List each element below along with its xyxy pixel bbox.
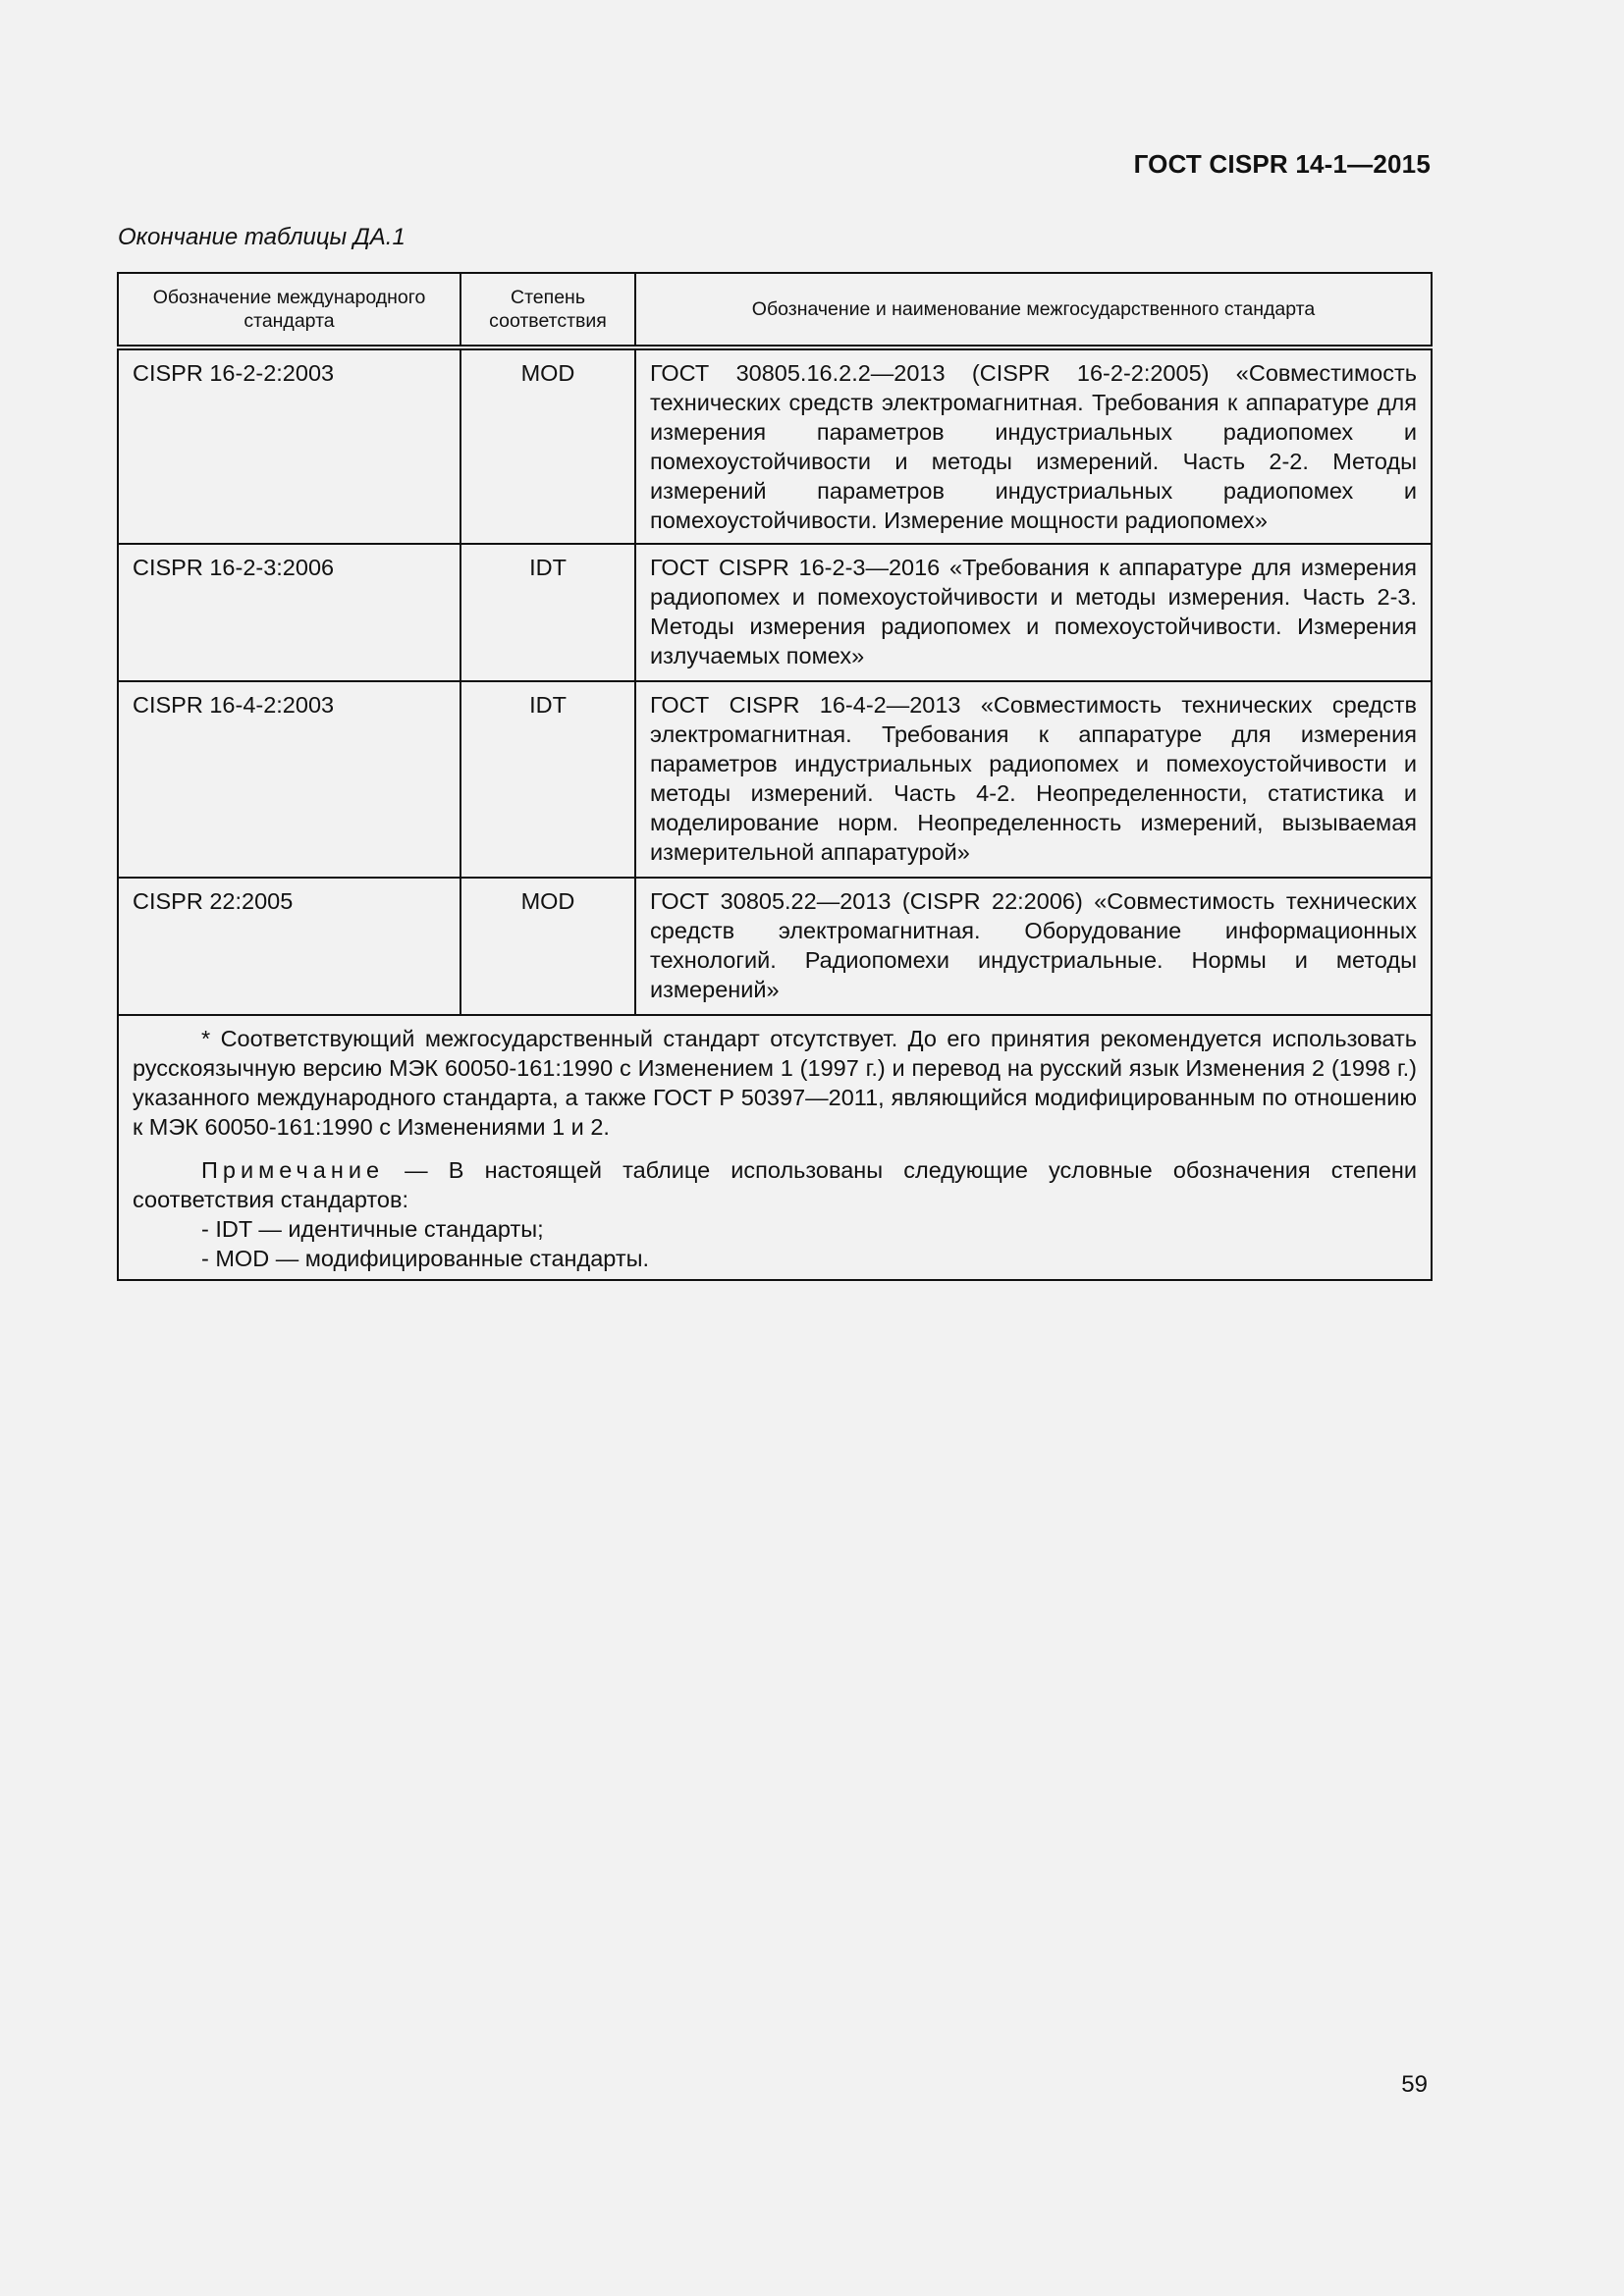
table-row: [118, 681, 1432, 878]
page-number: 59: [1401, 2071, 1428, 2098]
note-label: Примечание: [201, 1157, 385, 1183]
cell-international-standard: CISPR 16-4-2:2003: [118, 681, 460, 878]
header-degree-of-conformity: Степень соответствия: [460, 273, 635, 347]
cell-interstate-standard: ГОСТ 30805.16.2.2—2013 (CISPR 16-2-2:2005) «Совместимость технических средств электромагнитная. Требования к аппаратуре для измерения параметров индустриальных радиопомех и помехоустойчивости и методы измерений. Часть 2-2. Методы измерений параметров индустриальных радиопомех и помехоустойчивости. Измерение мощности радиопомех»: [635, 347, 1432, 544]
cell-interstate-standard: ГОСТ CISPR 16-2-3—2016 «Требования к аппаратуре для измерения радиопомех и помехоустойчивости и методы измерения. Часть 2-3. Методы измерения радиопомех и помехоустойчивости. Измерения излучаемых помех»: [635, 544, 1432, 681]
table-row: [118, 878, 1432, 1015]
notes-cell: [118, 1015, 1432, 1280]
cell-degree: IDT: [460, 681, 635, 878]
table-header-row: [118, 273, 1432, 347]
table-row: [118, 544, 1432, 681]
cell-interstate-standard: ГОСТ CISPR 16-4-2—2013 «Совместимость технических средств электромагнитная. Требования к аппаратуре для измерения параметров индустриальных радиопомех и помехоустойчивости и методы измерений. Часть 4-2. Неопределенности, статистика и моделирование норм. Неопределенность измерений, вызываемая измерительной аппаратурой»: [635, 681, 1432, 878]
header-international-standard: Обозначение международного стандарта: [118, 273, 460, 347]
table-caption: Окончание таблицы ДА.1: [118, 224, 406, 250]
notes-row: [118, 1015, 1432, 1280]
cell-degree: MOD: [460, 878, 635, 1015]
table-row: [118, 347, 1432, 544]
header-interstate-standard: Обозначение и наименование межгосударственного стандарта: [635, 273, 1432, 347]
cell-international-standard: CISPR 22:2005: [118, 878, 460, 1015]
cell-international-standard: CISPR 16-2-2:2003: [118, 347, 460, 544]
note-item-mod: - MOD — модифицированные стандарты.: [201, 1246, 650, 1271]
note-text: — В настоящей таблице использованы следующие условные обозначения степени соответствия стандартов:: [133, 1157, 1417, 1212]
cell-degree: MOD: [460, 347, 635, 544]
note-paragraph: [133, 1155, 1417, 1214]
footnote-text: * Соответствующий межгосударственный стандарт отсутствует. До его принятия рекомендуется использовать русскоязычную версию МЭК 60050-161:1990 с Изменением 1 (1997 г.) и перевод на русский язык Изменения 2 (1998 г.) указанного международного стандарта, а также ГОСТ Р 50397—2011, являющийся модифицированным по отношению к МЭК 60050-161:1990 с Изменениями 1 и 2.: [133, 1026, 1417, 1140]
cell-international-standard: CISPR 16-2-3:2006: [118, 544, 460, 681]
cell-degree: IDT: [460, 544, 635, 681]
document-code: ГОСТ CISPR 14-1—2015: [1133, 149, 1431, 179]
cell-interstate-standard: ГОСТ 30805.22—2013 (CISPR 22:2006) «Совместимость технических средств электромагнитная. Оборудование информационных технологий. Радиопомехи индустриальные. Нормы и методы измерений»: [635, 878, 1432, 1015]
standards-table: [117, 272, 1433, 1281]
note-item-idt: - IDT — идентичные стандарты;: [201, 1216, 544, 1242]
